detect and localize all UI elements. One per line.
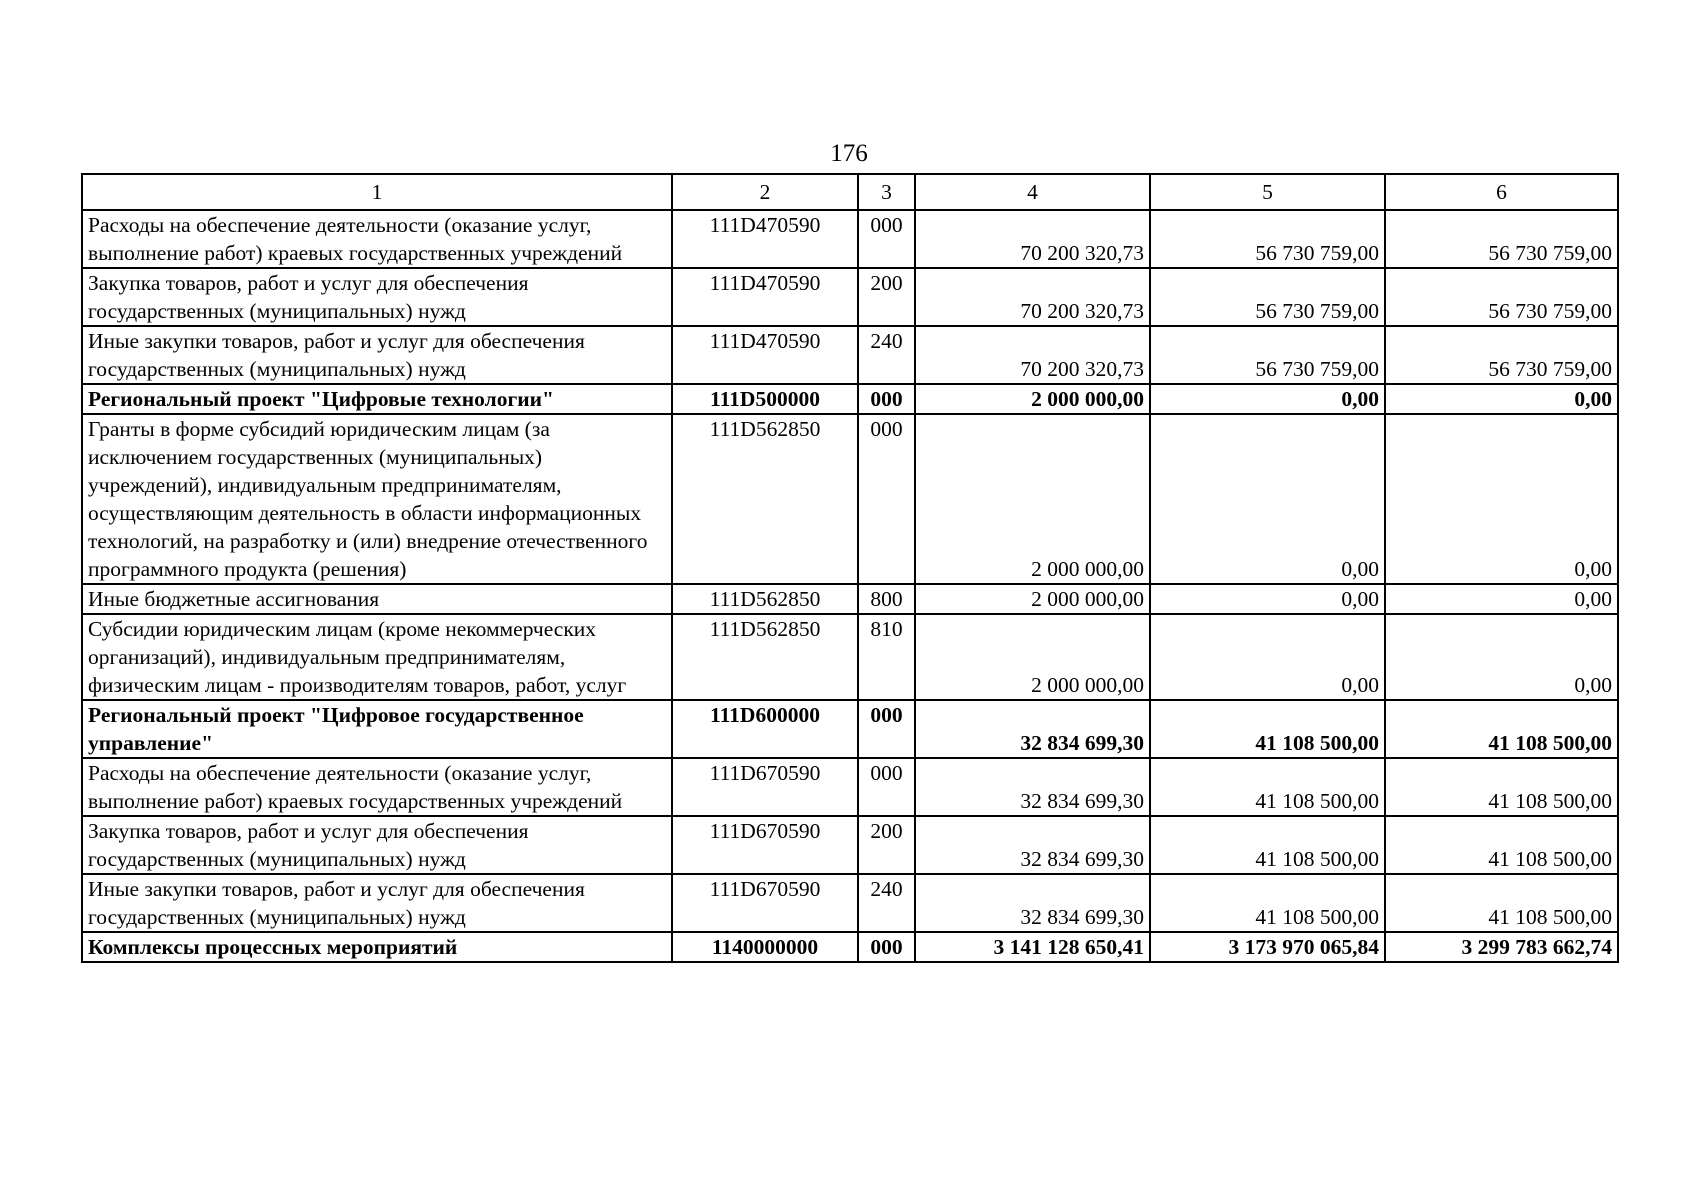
- table-row: [82, 268, 1618, 326]
- row-amount-col5: 0,00: [1150, 414, 1385, 584]
- row-amount-col6: 41 108 500,00: [1385, 816, 1618, 874]
- row-description: Расходы на обеспечение деятельности (оказание услуг, выполнение работ) краевых государственных учреждений: [82, 210, 672, 268]
- row-amount-col5: 0,00: [1150, 614, 1385, 700]
- row-expense-type: 000: [858, 414, 915, 584]
- table-row: [82, 700, 1618, 758]
- row-expense-type: 200: [858, 268, 915, 326]
- row-description: Иные бюджетные ассигнования: [82, 584, 672, 614]
- table-row: [82, 384, 1618, 414]
- row-description: Закупка товаров, работ и услуг для обеспечения государственных (муниципальных) нужд: [82, 268, 672, 326]
- column-header-2: 2: [672, 174, 858, 210]
- table-row: [82, 758, 1618, 816]
- row-amount-col4: 2 000 000,00: [915, 584, 1150, 614]
- row-amount-col6: 41 108 500,00: [1385, 874, 1618, 932]
- row-target-code: 111D562850: [672, 614, 858, 700]
- row-amount-col4: 32 834 699,30: [915, 816, 1150, 874]
- row-description: Гранты в форме субсидий юридическим лицам (за исключением государственных (муниципальных) учреждений), индивидуальным предпринимателям, осуществляющим деятельность в области информационных технологий, на разработку и (или) внедрение отечественного программного продукта (решения): [82, 414, 672, 584]
- row-description: Расходы на обеспечение деятельности (оказание услуг, выполнение работ) краевых государственных учреждений: [82, 758, 672, 816]
- row-amount-col6: 56 730 759,00: [1385, 268, 1618, 326]
- row-description: Закупка товаров, работ и услуг для обеспечения государственных (муниципальных) нужд: [82, 816, 672, 874]
- row-amount-col5: 41 108 500,00: [1150, 816, 1385, 874]
- row-amount-col5: 0,00: [1150, 384, 1385, 414]
- column-header-6: 6: [1385, 174, 1618, 210]
- row-amount-col4: 32 834 699,30: [915, 874, 1150, 932]
- table-row: [82, 614, 1618, 700]
- table-row: [82, 816, 1618, 874]
- page-number: 176: [830, 140, 868, 167]
- budget-table: [81, 173, 1619, 963]
- row-target-code: 111D470590: [672, 268, 858, 326]
- row-target-code: 111D600000: [672, 700, 858, 758]
- row-amount-col5: 0,00: [1150, 584, 1385, 614]
- row-amount-col4: 2 000 000,00: [915, 414, 1150, 584]
- row-target-code: 111D670590: [672, 874, 858, 932]
- table-row: [82, 584, 1618, 614]
- row-expense-type: 000: [858, 932, 915, 962]
- column-header-4: 4: [915, 174, 1150, 210]
- row-amount-col4: 2 000 000,00: [915, 614, 1150, 700]
- table-row: [82, 210, 1618, 268]
- column-header-5: 5: [1150, 174, 1385, 210]
- row-expense-type: 000: [858, 758, 915, 816]
- row-amount-col5: 3 173 970 065,84: [1150, 932, 1385, 962]
- row-description: Иные закупки товаров, работ и услуг для обеспечения государственных (муниципальных) нужд: [82, 326, 672, 384]
- table-row: [82, 932, 1618, 962]
- table-header-row: [82, 174, 1618, 210]
- row-description: Иные закупки товаров, работ и услуг для обеспечения государственных (муниципальных) нужд: [82, 874, 672, 932]
- row-amount-col4: 70 200 320,73: [915, 210, 1150, 268]
- row-amount-col4: 70 200 320,73: [915, 268, 1150, 326]
- row-amount-col6: 0,00: [1385, 584, 1618, 614]
- column-header-3: 3: [858, 174, 915, 210]
- row-description: Комплексы процессных мероприятий: [82, 932, 672, 962]
- row-amount-col6: 41 108 500,00: [1385, 700, 1618, 758]
- table-row: [82, 326, 1618, 384]
- row-expense-type: 000: [858, 700, 915, 758]
- row-target-code: 111D470590: [672, 210, 858, 268]
- row-amount-col4: 2 000 000,00: [915, 384, 1150, 414]
- table-row: [82, 414, 1618, 584]
- row-description: Субсидии юридическим лицам (кроме некоммерческих организаций), индивидуальным предпринимателям, физическим лицам - производителям товаров, работ, услуг: [82, 614, 672, 700]
- row-target-code: 1140000000: [672, 932, 858, 962]
- row-expense-type: 000: [858, 384, 915, 414]
- row-description: Региональный проект "Цифровое государственное управление": [82, 700, 672, 758]
- row-amount-col6: 0,00: [1385, 414, 1618, 584]
- row-amount-col5: 56 730 759,00: [1150, 210, 1385, 268]
- row-amount-col5: 56 730 759,00: [1150, 326, 1385, 384]
- row-target-code: 111D470590: [672, 326, 858, 384]
- row-amount-col5: 41 108 500,00: [1150, 700, 1385, 758]
- row-amount-col6: 56 730 759,00: [1385, 210, 1618, 268]
- table-row: [82, 874, 1618, 932]
- row-amount-col5: 41 108 500,00: [1150, 758, 1385, 816]
- row-amount-col4: 32 834 699,30: [915, 700, 1150, 758]
- column-header-1: 1: [82, 174, 672, 210]
- row-amount-col6: 41 108 500,00: [1385, 758, 1618, 816]
- row-target-code: 111D562850: [672, 584, 858, 614]
- row-expense-type: 240: [858, 874, 915, 932]
- row-target-code: 111D670590: [672, 758, 858, 816]
- row-expense-type: 810: [858, 614, 915, 700]
- row-amount-col6: 0,00: [1385, 614, 1618, 700]
- row-amount-col4: 70 200 320,73: [915, 326, 1150, 384]
- row-target-code: 111D562850: [672, 414, 858, 584]
- row-expense-type: 000: [858, 210, 915, 268]
- row-description: Региональный проект "Цифровые технологии": [82, 384, 672, 414]
- row-amount-col4: 3 141 128 650,41: [915, 932, 1150, 962]
- row-expense-type: 800: [858, 584, 915, 614]
- row-expense-type: 200: [858, 816, 915, 874]
- row-amount-col5: 56 730 759,00: [1150, 268, 1385, 326]
- row-amount-col4: 32 834 699,30: [915, 758, 1150, 816]
- row-amount-col5: 41 108 500,00: [1150, 874, 1385, 932]
- row-amount-col6: 3 299 783 662,74: [1385, 932, 1618, 962]
- row-amount-col6: 56 730 759,00: [1385, 326, 1618, 384]
- row-target-code: 111D500000: [672, 384, 858, 414]
- row-target-code: 111D670590: [672, 816, 858, 874]
- row-expense-type: 240: [858, 326, 915, 384]
- row-amount-col6: 0,00: [1385, 384, 1618, 414]
